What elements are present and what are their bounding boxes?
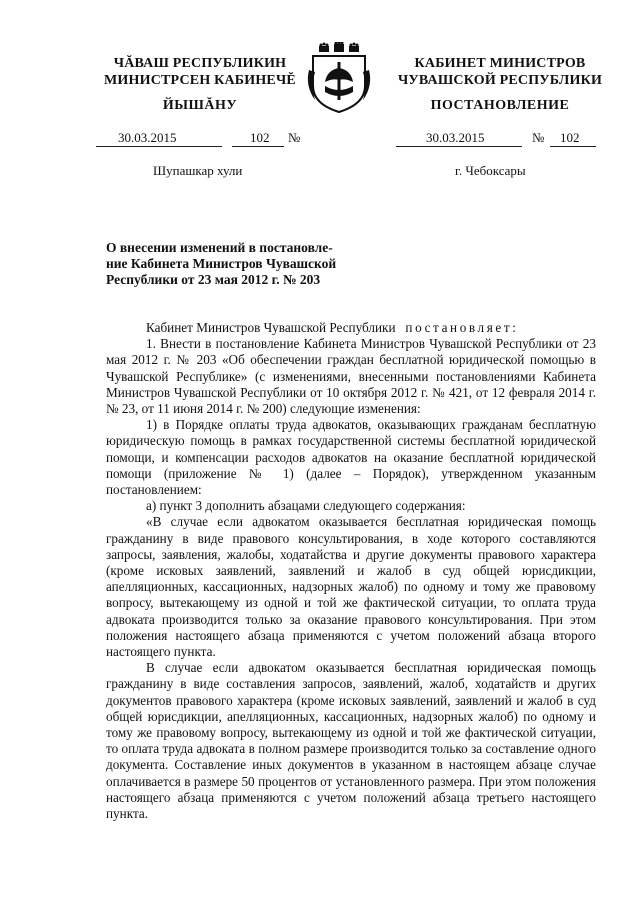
document-body [106,320,596,822]
ru-org-name [380,55,620,89]
intro-paragraph [106,320,596,336]
left-number: 102 [250,130,270,145]
paragraph-3: а) пункт 3 дополнить абзацами следующего содержания: [146,498,466,514]
right-number-underline [550,146,596,147]
document-title [106,240,366,288]
intro-prefix: Кабинет Министров Чувашской Республики [146,320,396,335]
chuvash-org-line2: МИНИСТРСЕН КАБИНЕЧĚ [104,73,296,88]
ru-doc-type: ПОСТАНОВЛЕНИЕ [430,98,570,113]
left-number-underline [232,146,284,147]
right-number: 102 [560,130,580,145]
title-line-3: Республики от 23 мая 2012 г. № 203 [106,272,321,287]
chuvash-org-name [90,55,310,89]
left-place: Шупашкар хули [153,163,243,178]
paragraph-5: В случае если адвокатом оказывается бесплатная юридическая помощь гражданину в виде составления запросов, заявлений, жалоб, ходатайств и других документов правового характера (кроме исковых заявлений, заявлений и жалоб в суд общей юрисдикции, апелляционных, кассационных, надзорных жалоб) по одному и тому же правовому вопросу, вытекающему из одной и той же фактической ситуации, то оплата труда адвоката в полном размере производится только за составление одного документа. Составление иных документов в указанном в настоящем абзаце случае оплачивается в размере 50 процентов от установленного размера. При этом положения настоящего абзаца применяются с учетом положений абзаца третьего настоящего пункта. [106,660,596,822]
intro-verb: постановляет: [405,320,519,335]
ru-org-line1: КАБИНЕТ МИНИСТРОВ [414,56,586,71]
coat-of-arms-emblem [305,42,373,114]
paragraph-4: «В случае если адвокатом оказывается бесплатная юридическая помощь гражданину в виде правового консультирования, в ходе которого составляются запросы, заявления, жалобы, ходатайства и другие документы правового характера (кроме исковых заявлений, заявлений и жалоб в суд общей юрисдикции, апелляционных, кассационных, надзорных жалоб) по одному и тому же правовому вопросу, вытекающему из одной и той же фактической ситуации, то оплата труда адвоката производится только за оказание правового консультирования. При этом положения настоящего абзаца применяются с учетом положений абзаца второго настоящего пункта. [106,514,596,660]
left-date: 30.03.2015 [118,130,177,145]
right-date-underline [396,146,522,147]
right-date: 30.03.2015 [426,130,485,145]
title-line-1: О внесении изменений в постановле- [106,240,333,255]
paragraph-2: 1) в Порядке оплаты труда адвокатов, оказывающих гражданам бесплатную юридическую помощь в рамках государственной системы бесплатной юридической помощи, и компенсации расходов адвокатов на оказание бесплатной юридической помощи (приложение № 1) (далее – Порядок), утвержденном указанным постановлением: [106,417,596,498]
right-number-sign: № [532,130,545,145]
paragraph-1: 1. Внести в постановление Кабинета Министров Чувашской Республики от 23 мая 2012 г. № 203 «Об обеспечении граждан бесплатной юридической помощью в Чувашской Республике» (с изменениями, внесенными постановлениями Кабинета Министров Чувашской Республики от 10 октября 2012 г. № 421, от 12 февраля 2014 г. № 23, от 11 июня 2014 г. № 200) следующие изменения: [106,336,596,417]
chuvash-org-line1: ЧĂВАШ РЕСПУБЛИКИН [113,56,287,71]
right-place: г. Чебоксары [455,163,526,178]
ru-org-line2: ЧУВАШСКОЙ РЕСПУБЛИКИ [397,73,603,88]
left-date-underline [96,146,222,147]
title-line-2: ние Кабинета Министров Чувашской [106,256,337,271]
left-number-sign: № [288,130,301,145]
chuvash-doc-type: ЙЫШĂНУ [162,98,238,113]
